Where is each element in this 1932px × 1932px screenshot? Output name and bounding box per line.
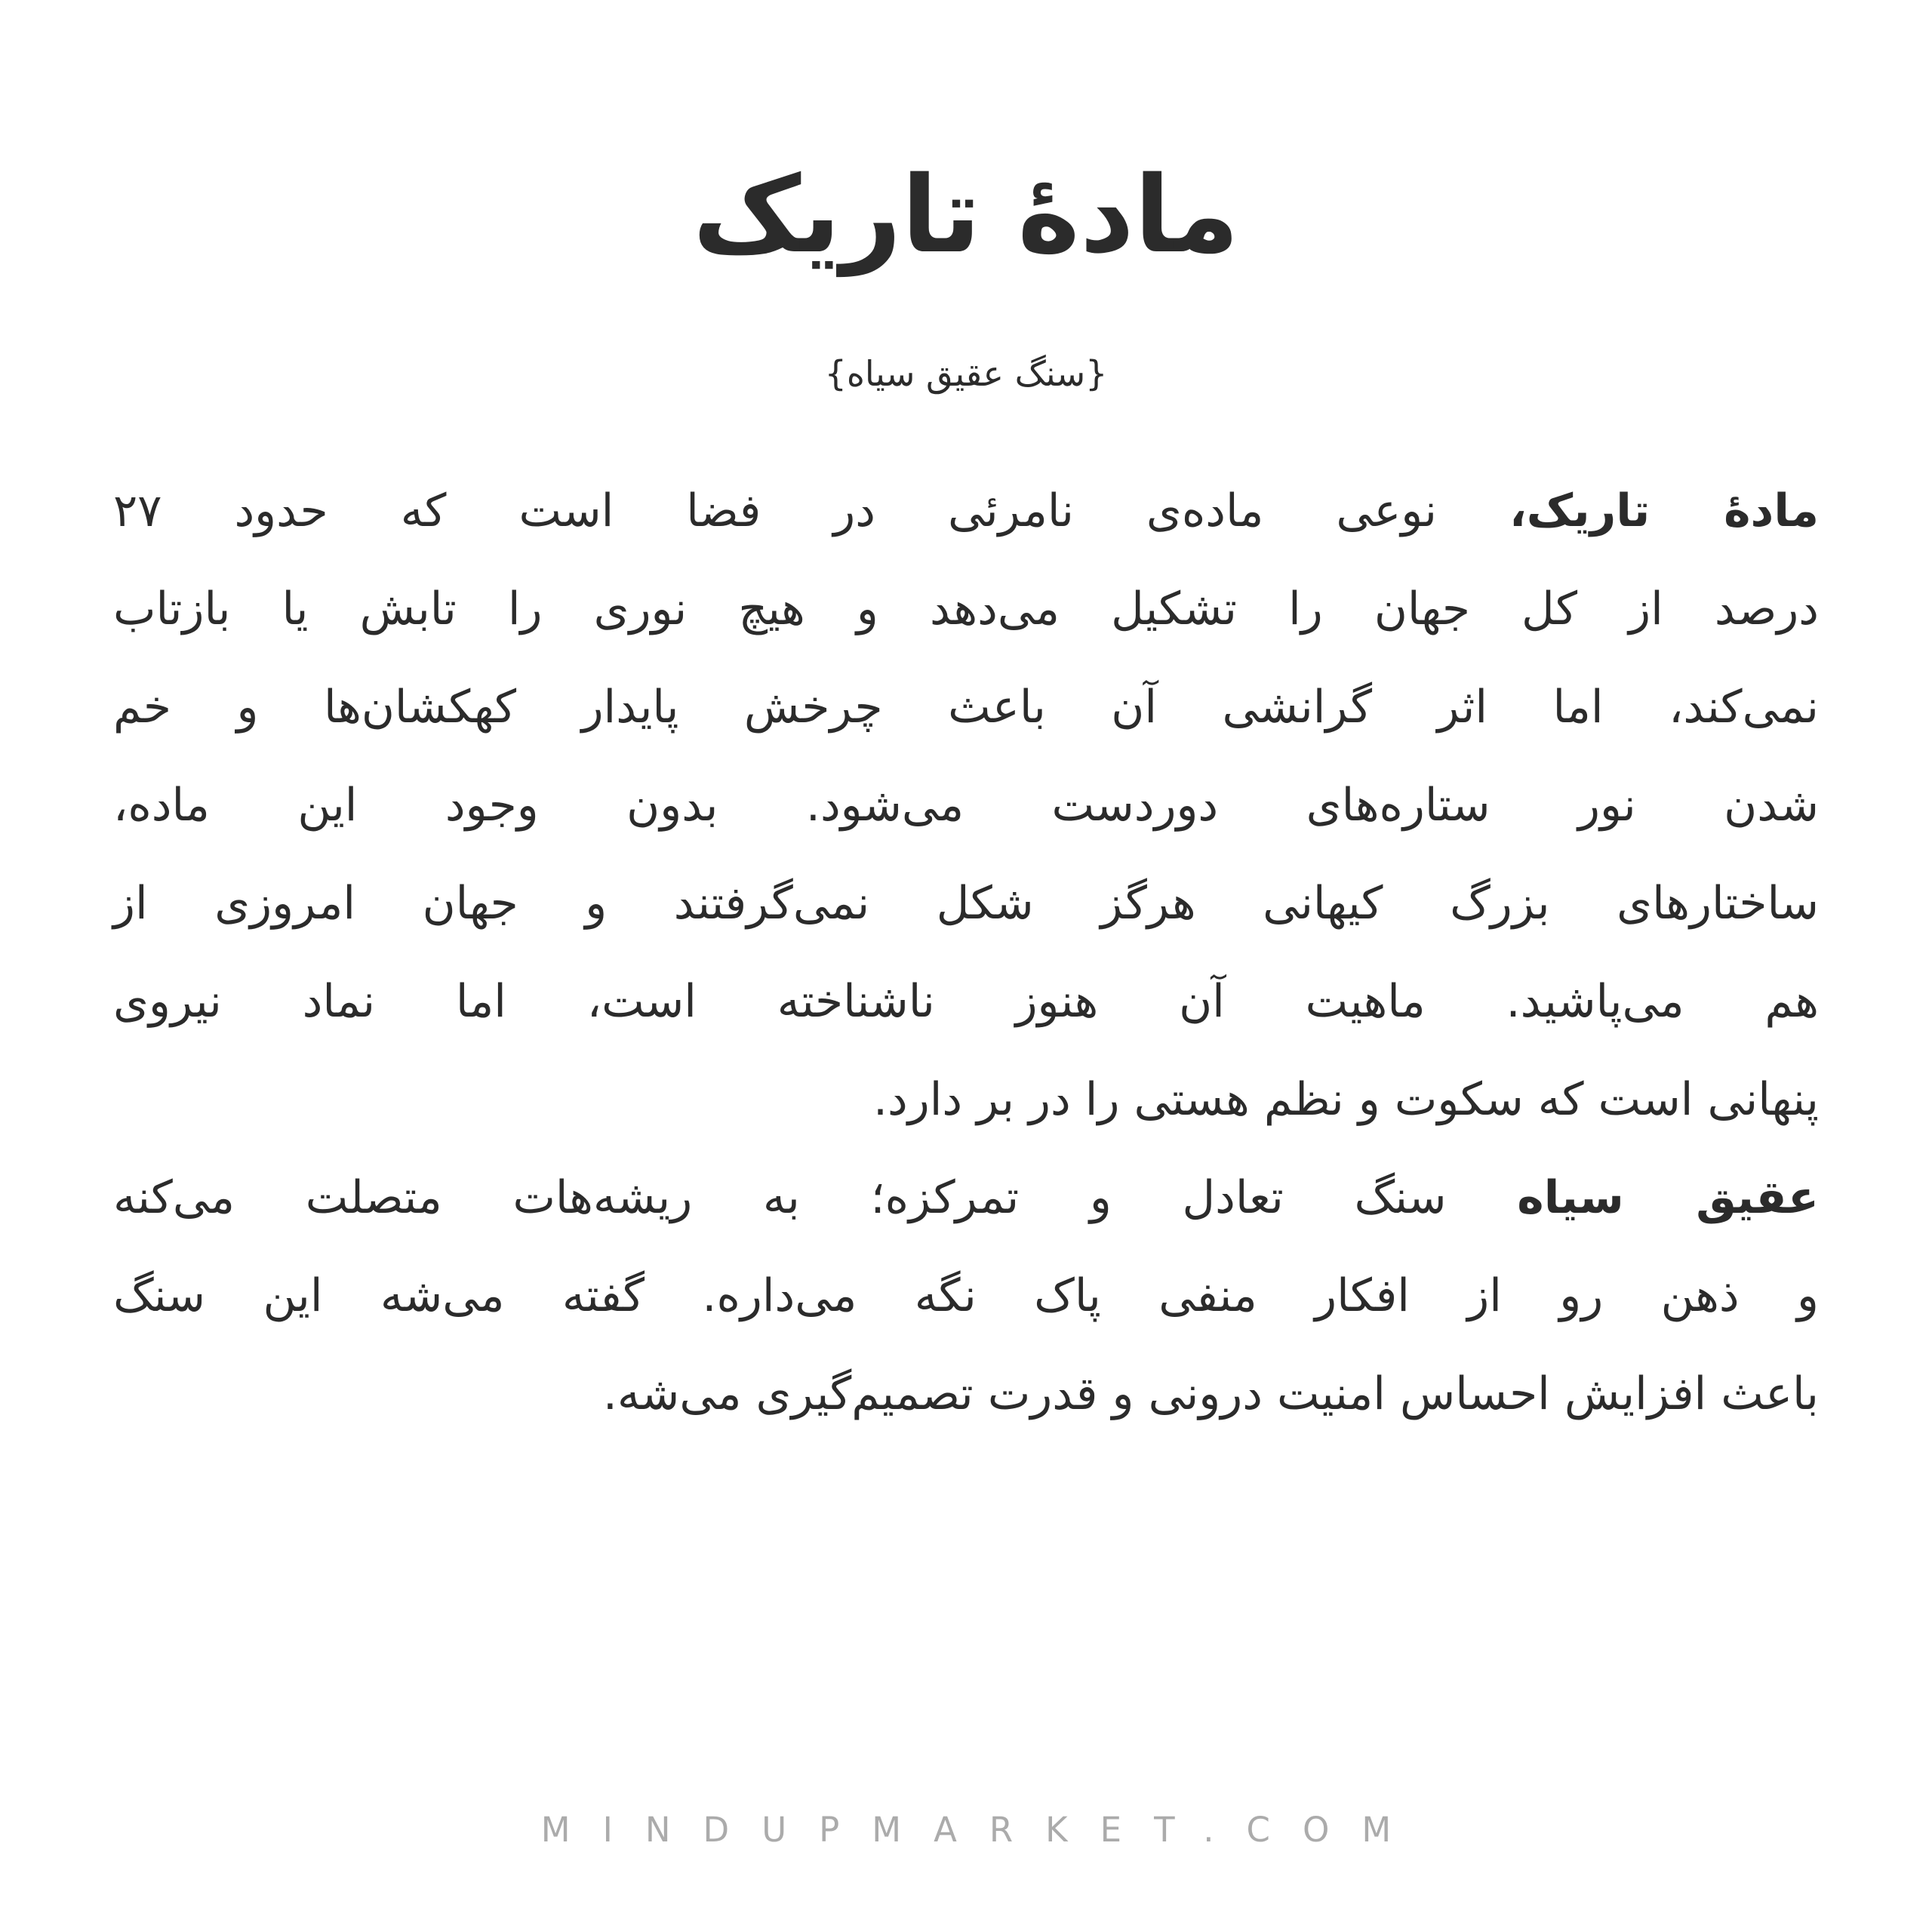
footer-url: MINDUPMARKET.COM xyxy=(540,1810,1424,1850)
body-line xyxy=(113,854,1819,952)
body-line xyxy=(113,1149,1819,1247)
body-line xyxy=(113,1247,1819,1345)
body-line xyxy=(113,462,1819,560)
body-line xyxy=(113,756,1819,854)
body-line-text: نمی‌کند، اما اثر گرانشی آن باعث چرخش پایدار کهکشان‌ها و خم xyxy=(113,681,1819,734)
body-line-text: ساختارهای بزرگ کیهانی هرگز شکل نمی‌گرفتند و جهان امروزی از xyxy=(113,877,1819,930)
subtitle: {سنگ عقیق سیاه} xyxy=(824,353,1108,394)
body-line-text: باعث افزایش احساس امنیت درونی و قدرت تصمیم‌گیری می‌شه. xyxy=(602,1367,1819,1420)
body-line-lead: مادهٔ تاریک، xyxy=(1509,485,1819,537)
body-line-lead: عقیق سیاه xyxy=(1517,1171,1819,1224)
body-line xyxy=(113,952,1819,1051)
paragraph-black-agate xyxy=(113,1149,1819,1443)
body-line-text: سنگ تعادل و تمرکزه؛ به ریشه‌هات متصلت می‌کنه xyxy=(113,1171,1518,1224)
body-line-text: نوعی ماده‌ی نامرئی در فضا است که حدود ۲۷ xyxy=(113,485,1509,537)
body-line xyxy=(113,1345,1819,1443)
body-line-text: هم می‌پاشید. ماهیت آن هنوز ناشناخته است، اما نماد نیروی xyxy=(113,975,1819,1028)
page-title: مادهٔ تاریک xyxy=(692,154,1240,277)
body-text xyxy=(113,462,1819,1443)
body-line-text: شدن نور ستاره‌های دوردست می‌شود. بدون وجود این ماده، xyxy=(113,779,1819,832)
body-line-text: پنهانی است که سکوت و نظم هستی را در بر دارد. xyxy=(872,1073,1819,1126)
body-line xyxy=(113,560,1819,658)
body-line xyxy=(113,1051,1819,1149)
body-line xyxy=(113,658,1819,756)
body-line-text: و ذهن رو از افکار منفی پاک نگه می‌داره. گفته می‌شه این سنگ xyxy=(113,1269,1819,1322)
paragraph-dark-matter xyxy=(113,462,1819,1149)
body-line-text: درصد از کل جهان را تشکیل می‌دهد و هیچ نوری را تابش یا بازتاب xyxy=(113,583,1819,635)
